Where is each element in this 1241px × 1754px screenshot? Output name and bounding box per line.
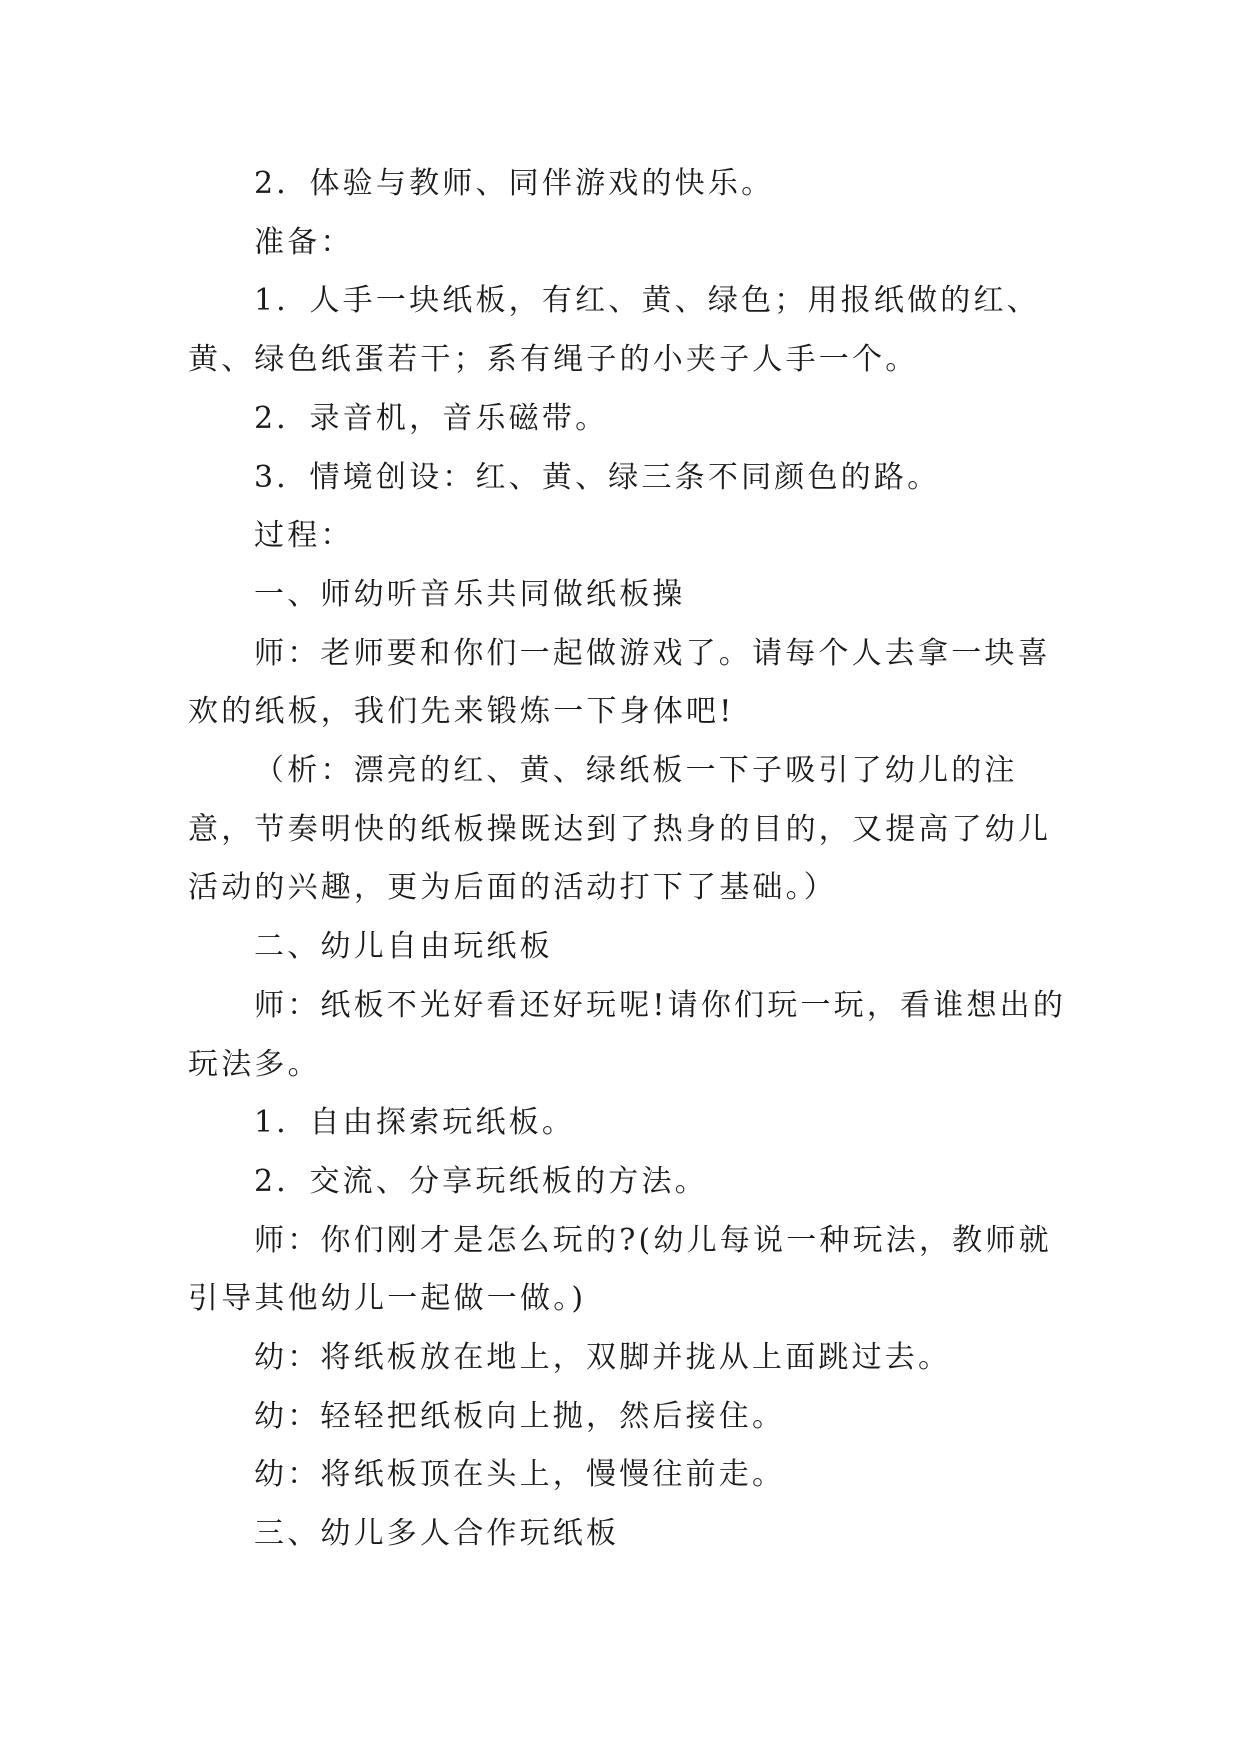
goal-item-2: 2．体验与教师、同伴游戏的快乐。 [254,166,775,201]
step-heading-1: 一、师幼听音乐共同做纸板操 [254,576,686,612]
step-heading-3: 三、幼儿多人合作玩纸板 [254,1516,620,1552]
analysis-note: （析：漂亮的红、黄、绿纸板一下子吸引了幼儿的注意，节奏明快的纸板操既达到了热身的目的，又提高了幼儿活动的兴趣，更为后面的活动打下了基础。） [188,753,1052,906]
teacher-line: 师：老师要和你们一起做游戏了。请每个人去拿一块喜欢的纸板，我们先来锻炼一下身体吧! [188,635,1051,730]
step-heading-2: 二、幼儿自由玩纸板 [254,929,553,965]
section-heading-process: 过程： [254,518,354,554]
child-line: 幼：将纸板放在地上，双脚并拢从上面跳过去。 [254,1340,952,1376]
document-body [188,155,1068,1564]
section-heading-preparation: 准备： [254,224,354,260]
step-2-item-1: 1．自由探索玩纸板。 [254,1105,576,1141]
child-line: 幼：轻轻把纸板向上抛，然后接住。 [254,1398,786,1434]
teacher-line: 师：纸板不光好看还好玩呢!请你们玩一玩，看谁想出的玩法多。 [188,987,1067,1082]
preparation-item-3: 3．情境创设：红、黄、绿三条不同颜色的路。 [254,459,941,495]
step-2-item-2: 2．交流、分享玩纸板的方法。 [254,1163,708,1199]
teacher-line: 师：你们刚才是怎么玩的?(幼儿每说一种玩法，教师就引导其他幼儿一起做一做。) [188,1222,1052,1317]
preparation-item-1: 1．人手一块纸板，有红、黄、绿色；用报纸做的红、黄、绿色纸蛋若干；系有绳子的小夹子人手一个。 [188,283,1040,378]
preparation-item-2: 2．录音机，音乐磁带。 [254,400,609,436]
child-line: 幼：将纸板顶在头上，慢慢往前走。 [254,1457,786,1493]
